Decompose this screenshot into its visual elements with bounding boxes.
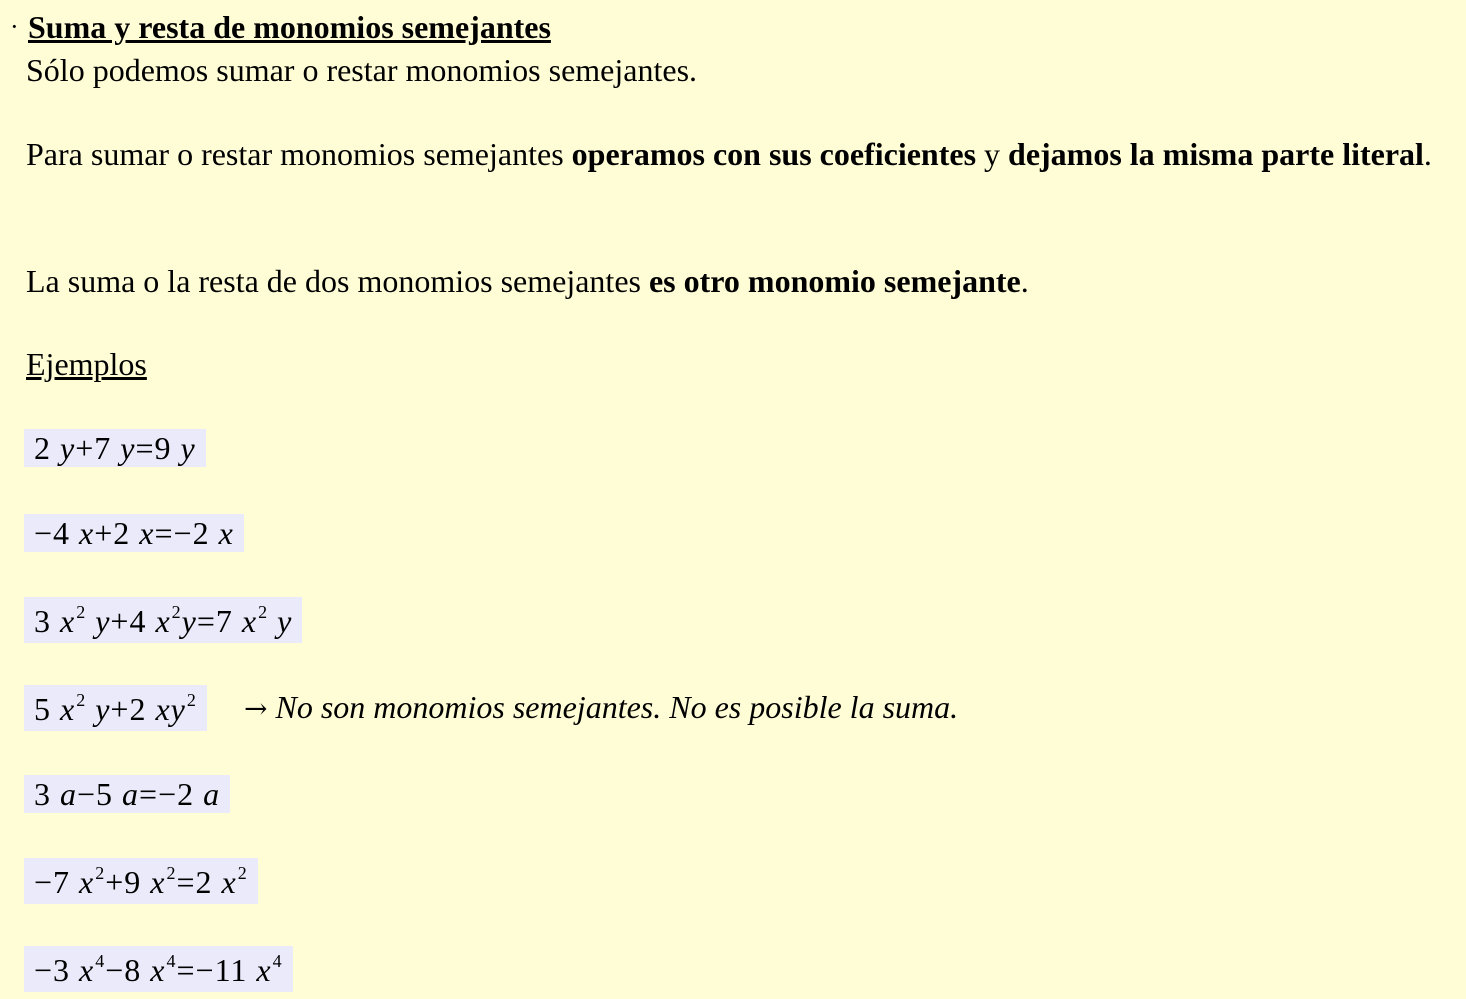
coef: −7 <box>34 864 71 900</box>
coef: −5 <box>77 776 114 812</box>
coef: =−2 <box>139 776 195 812</box>
coef: =7 <box>196 603 233 639</box>
paragraph-2-joiner: y <box>976 136 1009 172</box>
exponent: 2 <box>76 690 87 710</box>
exponent: 4 <box>272 951 283 971</box>
var: x <box>60 603 76 639</box>
example-4-note <box>244 686 958 730</box>
var: x <box>256 952 272 988</box>
coef: 2 <box>34 430 51 466</box>
paragraph-2-bold-1: operamos con sus coeficientes <box>571 136 977 172</box>
coef: =9 <box>135 430 172 466</box>
right-arrow-icon: → <box>244 692 268 725</box>
example-equation-1 <box>24 429 206 467</box>
section-bullet: · <box>10 12 19 41</box>
var: y <box>181 603 197 639</box>
var: a <box>60 776 77 812</box>
exponent: 2 <box>171 602 182 622</box>
coef: 3 <box>34 603 51 639</box>
paragraph-3 <box>26 260 1446 302</box>
paragraph-2-end: . <box>1423 136 1432 172</box>
paragraph-3-text: La suma o la resta de dos monomios semejantes <box>26 263 649 299</box>
var: x <box>139 515 155 551</box>
example-4-note-text: No son monomios semejantes. No es posible la suma. <box>275 689 959 725</box>
var: x <box>155 603 171 639</box>
coef: −8 <box>105 952 142 988</box>
coef: =−2 <box>154 515 210 551</box>
exponent: 2 <box>258 602 269 622</box>
example-equation-7 <box>24 946 293 992</box>
coef: =−11 <box>176 952 248 988</box>
example-equation-6 <box>24 858 258 904</box>
var: x <box>60 691 76 727</box>
var: x <box>150 864 166 900</box>
var: x <box>79 515 95 551</box>
coef: −4 <box>34 515 71 551</box>
var: xy <box>155 691 186 727</box>
var: x <box>79 864 95 900</box>
example-equation-3 <box>24 597 302 643</box>
coef: +2 <box>94 515 131 551</box>
var: x <box>150 952 166 988</box>
example-equation-4 <box>24 685 207 731</box>
coef: +2 <box>110 691 147 727</box>
exponent: 2 <box>166 863 177 883</box>
coef: 5 <box>34 691 51 727</box>
var: x <box>241 603 258 639</box>
var: y <box>120 430 136 466</box>
coef: 3 <box>34 776 51 812</box>
coef: =2 <box>176 864 213 900</box>
var: a <box>122 776 140 812</box>
exponent: 2 <box>76 602 87 622</box>
var: y <box>180 430 196 466</box>
coef: −3 <box>34 952 71 988</box>
var: x <box>221 864 237 900</box>
var: y <box>95 691 111 727</box>
exponent: 4 <box>166 951 177 971</box>
exponent: 2 <box>237 863 248 883</box>
paragraph-1: Sólo podemos sumar o restar monomios semejantes. <box>26 52 698 88</box>
paragraph-3-end: . <box>1020 263 1029 299</box>
var: x <box>79 952 95 988</box>
exponent: 2 <box>95 863 106 883</box>
paragraph-3-bold: es otro monomio semejante <box>648 263 1021 299</box>
section-title: Suma y resta de monomios semejantes <box>28 9 551 45</box>
coef: +9 <box>105 864 142 900</box>
example-equation-5 <box>24 775 230 813</box>
paragraph-2-bold-2: dejamos la misma parte literal <box>1008 136 1424 172</box>
var: y <box>95 603 111 639</box>
var: y <box>60 430 76 466</box>
paragraph-2-text: Para sumar o restar monomios semejantes <box>26 136 572 172</box>
var: y <box>277 603 293 639</box>
paragraph-2 <box>26 133 1446 175</box>
exponent: 4 <box>95 951 106 971</box>
var: a <box>203 776 221 812</box>
coef: +7 <box>75 430 112 466</box>
examples-heading: Ejemplos <box>26 346 147 382</box>
coef: +4 <box>110 603 147 639</box>
example-equation-2 <box>24 514 244 552</box>
exponent: 2 <box>186 690 197 710</box>
var: x <box>218 515 234 551</box>
